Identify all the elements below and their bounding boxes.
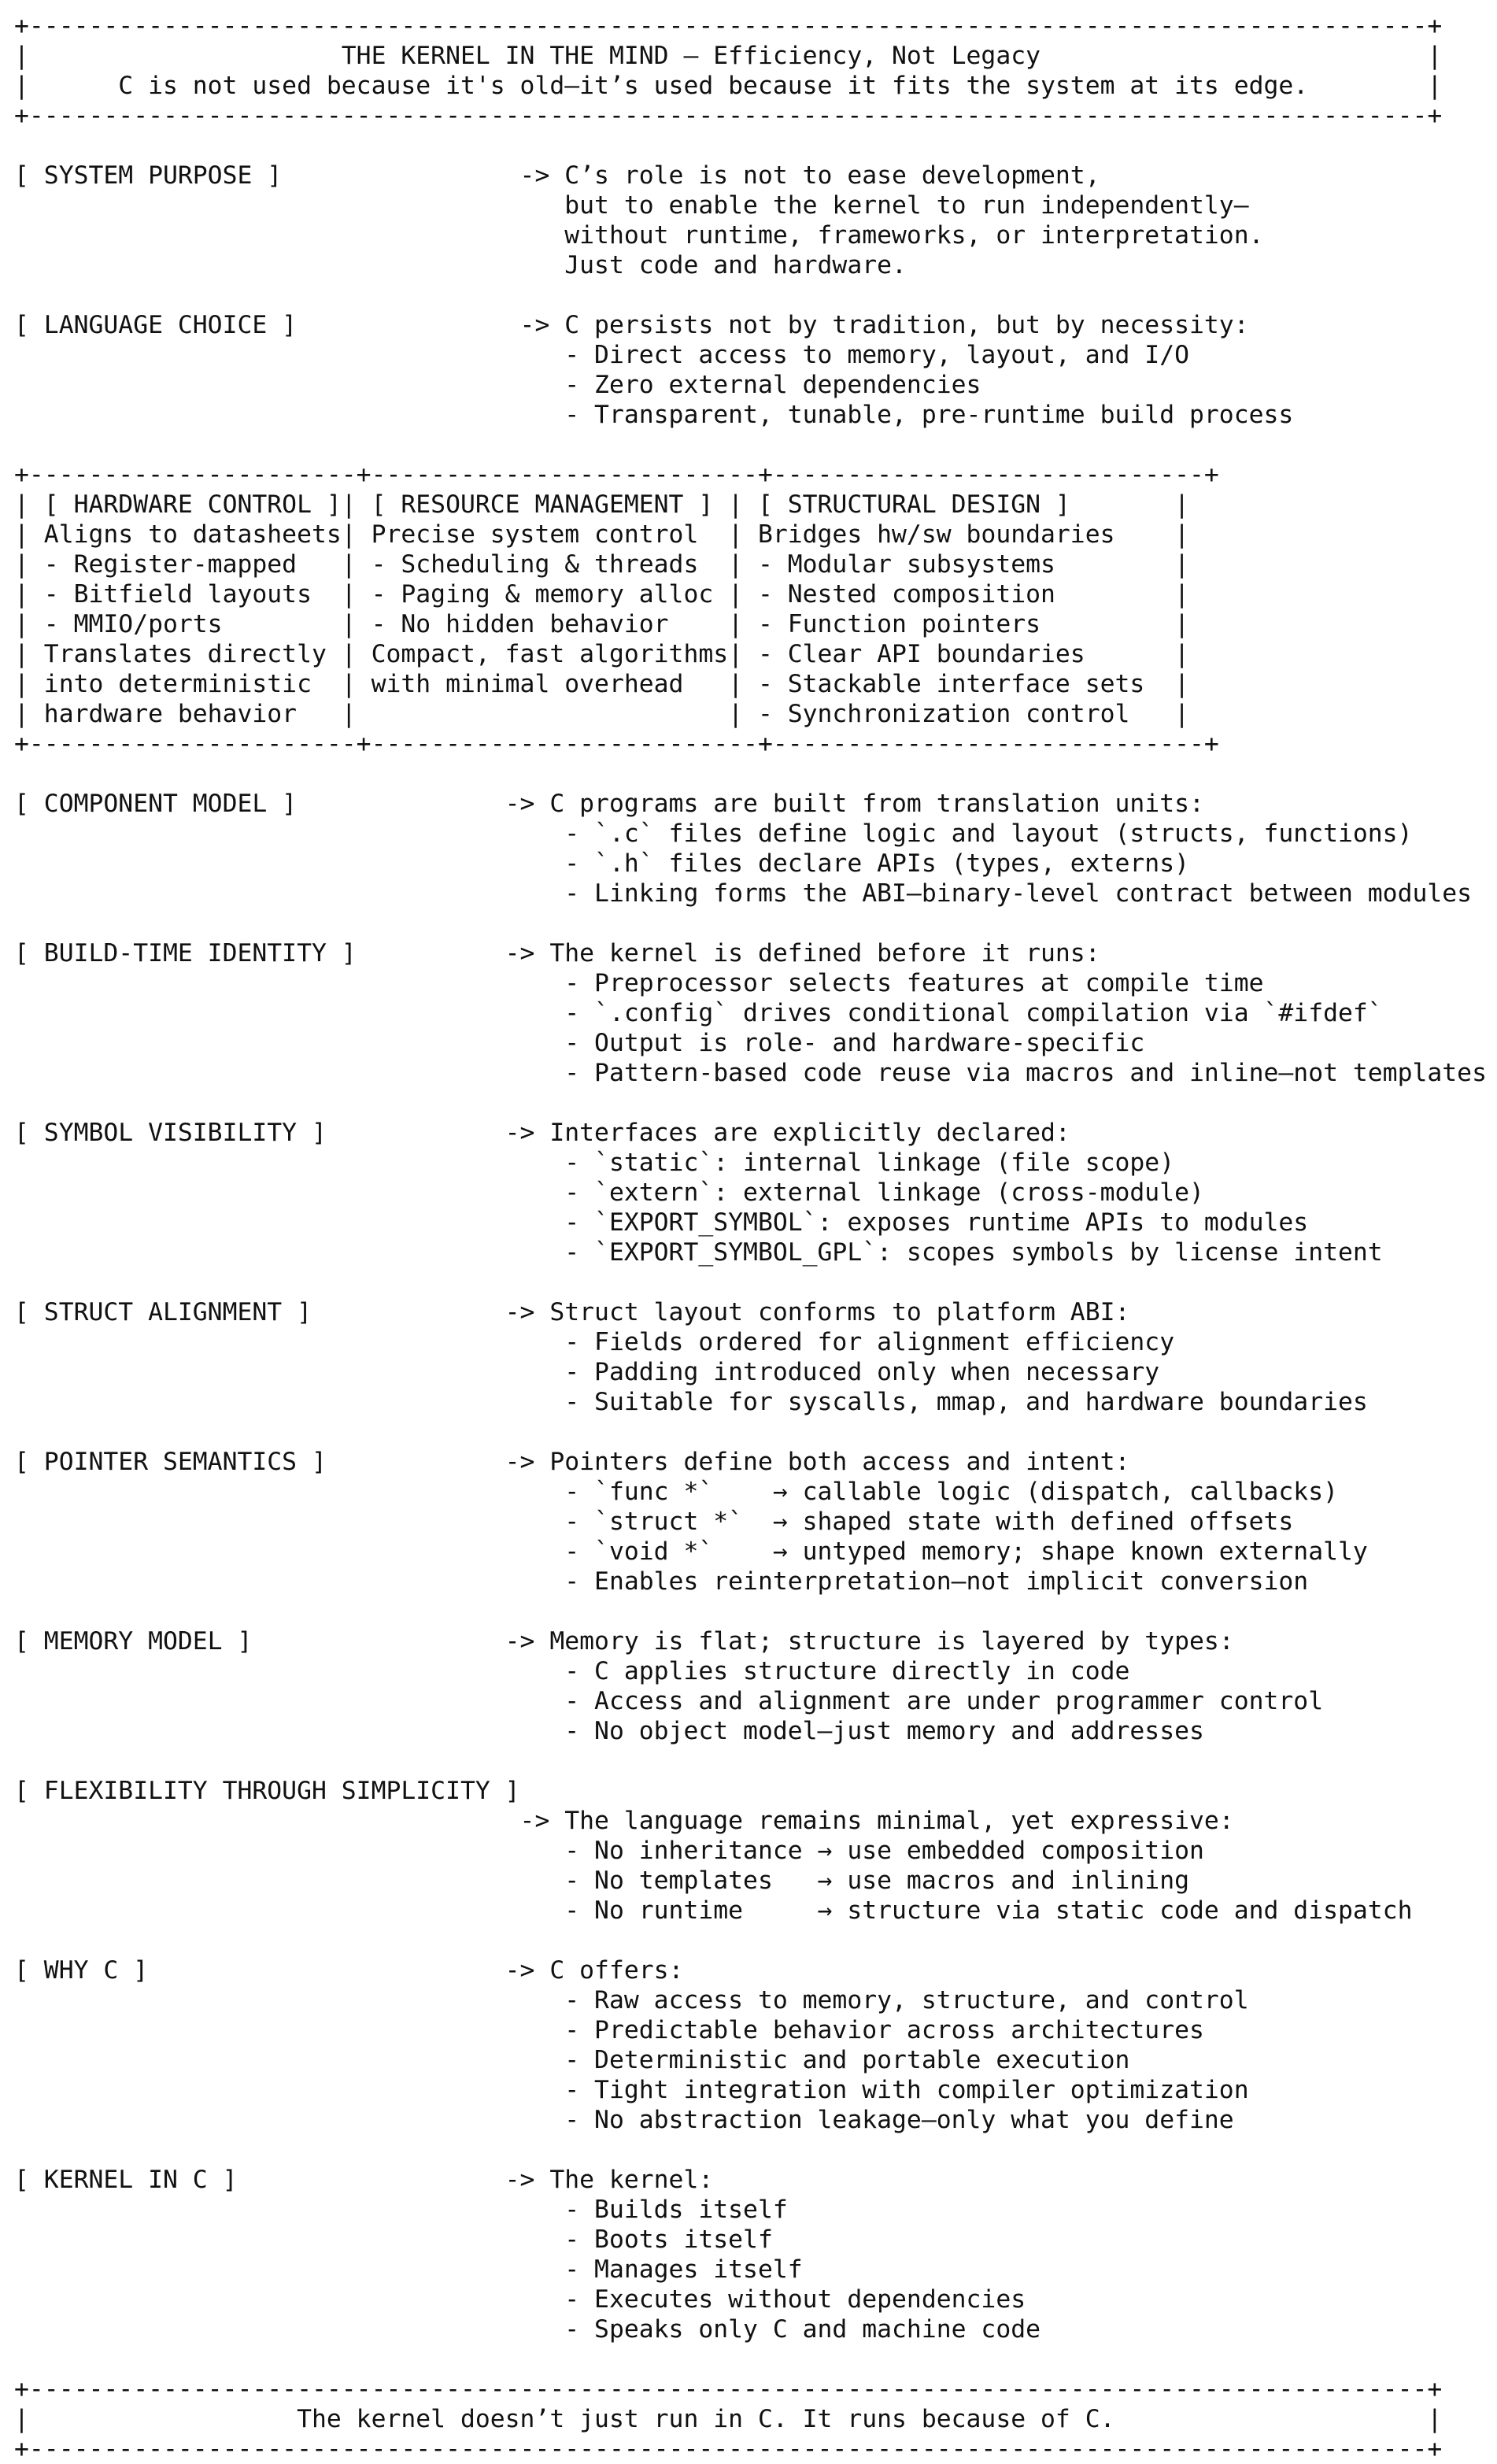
text-line: +----------------------------------------------------------------------------------------------+	[14, 2375, 1443, 2403]
text-line: +----------------------+--------------------------+-----------------------------+	[14, 730, 1219, 758]
text-line: - Tight integration with compiler optimization	[14, 2076, 1249, 2104]
text-line: - Boots itself	[14, 2225, 773, 2254]
text-line: | - MMIO/ports | - No hidden behavior | - Function pointers |	[14, 610, 1190, 638]
text-line: - Fields ordered for alignment efficiency	[14, 1328, 1175, 1356]
text-line: [ LANGUAGE CHOICE ] -> C persists not by tradition, but by necessity:	[14, 311, 1249, 339]
text-line: - Deterministic and portable execution	[14, 2046, 1130, 2074]
text-line: [ BUILD-TIME IDENTITY ] -> The kernel is defined before it runs:	[14, 939, 1100, 967]
text-line: - No inheritance → use embedded composition	[14, 1837, 1204, 1865]
text-line: - Builds itself	[14, 2196, 788, 2224]
text-line: - `struct *` → shaped state with defined offsets	[14, 1508, 1294, 1536]
text-line: [ KERNEL IN C ] -> The kernel:	[14, 2166, 714, 2194]
text-line: - Direct access to memory, layout, and I/O	[14, 341, 1190, 369]
text-line: - Pattern-based code reuse via macros and inline—not templates	[14, 1059, 1487, 1087]
text-line: - Preprocessor selects features at compile time	[14, 969, 1264, 997]
text-line: - `void *` → untyped memory; shape known externally	[14, 1537, 1368, 1566]
text-line: without runtime, frameworks, or interpretation.	[14, 221, 1264, 250]
text-line: - `extern`: external linkage (cross-module)	[14, 1178, 1204, 1207]
text-line: | - Register-mapped | - Scheduling & threads | - Modular subsystems |	[14, 550, 1190, 579]
text-line: [ STRUCT ALIGNMENT ] -> Struct layout conforms to platform ABI:	[14, 1298, 1130, 1326]
text-line: +----------------------------------------------------------------------------------------------+	[14, 2435, 1443, 2463]
text-line: +----------------------------------------------------------------------------------------------+	[14, 102, 1443, 130]
text-line: - No object model—just memory and addresses	[14, 1717, 1204, 1745]
text-line: [ MEMORY MODEL ] -> Memory is flat; structure is layered by types:	[14, 1627, 1234, 1656]
text-line: - Suitable for syscalls, mmap, and hardware boundaries	[14, 1388, 1368, 1416]
text-line: - Access and alignment are under programmer control	[14, 1687, 1324, 1715]
text-line: - Speaks only C and machine code	[14, 2315, 1041, 2344]
text-line: +----------------------+--------------------------+-----------------------------+	[14, 461, 1219, 489]
text-line: [ SYMBOL VISIBILITY ] -> Interfaces are explicitly declared:	[14, 1119, 1070, 1147]
text-line: - Predictable behavior across architectures	[14, 2016, 1204, 2044]
text-line: | C is not used because it's old—it’s used because it fits the system at its edge. |	[14, 72, 1443, 100]
text-line: | hardware behavior | | - Synchronization control |	[14, 700, 1190, 728]
text-line: - No runtime → structure via static code and dispatch	[14, 1896, 1413, 1925]
text-line: - Enables reinterpretation—not implicit conversion	[14, 1567, 1309, 1596]
text-line: - `.c` files define logic and layout (structs, functions)	[14, 819, 1413, 848]
text-line: -> The language remains minimal, yet expressive:	[14, 1807, 1234, 1835]
text-line: [ POINTER SEMANTICS ] -> Pointers define both access and intent:	[14, 1448, 1130, 1476]
text-line: - Zero external dependencies	[14, 371, 981, 399]
text-line: | - Bitfield layouts | - Paging & memory alloc | - Nested composition |	[14, 580, 1190, 609]
text-line: | Aligns to datasheets| Precise system control | Bridges hw/sw boundaries |	[14, 520, 1190, 549]
text-line: - `static`: internal linkage (file scope)	[14, 1149, 1175, 1177]
text-line: - No abstraction leakage—only what you define	[14, 2106, 1234, 2134]
text-line: | The kernel doesn’t just run in C. It runs because of C. |	[14, 2405, 1443, 2433]
text-line: - Output is role- and hardware-specific	[14, 1029, 1145, 1057]
text-line: - `func *` → callable logic (dispatch, callbacks)	[14, 1478, 1338, 1506]
text-line: - Linking forms the ABI—binary-level contract between modules	[14, 879, 1473, 908]
text-line: - Transparent, tunable, pre-runtime build process	[14, 401, 1294, 429]
text-line: - Raw access to memory, structure, and control	[14, 1986, 1249, 2014]
text-line: - `EXPORT_SYMBOL`: exposes runtime APIs to modules	[14, 1208, 1309, 1237]
text-line: - `EXPORT_SYMBOL_GPL`: scopes symbols by license intent	[14, 1238, 1383, 1267]
text-line: - `.h` files declare APIs (types, externs)	[14, 849, 1190, 878]
text-line: | [ HARDWARE CONTROL ]| [ RESOURCE MANAGEMENT ] | [ STRUCTURAL DESIGN ] |	[14, 490, 1190, 519]
text-line: | into deterministic | with minimal overhead | - Stackable interface sets |	[14, 670, 1190, 698]
text-line: [ WHY C ] -> C offers:	[14, 1956, 684, 1985]
text-line: - C applies structure directly in code	[14, 1657, 1130, 1685]
text-line: - `.config` drives conditional compilation via `#ifdef`	[14, 999, 1383, 1027]
text-line: | THE KERNEL IN THE MIND – Efficiency, Not Legacy |	[14, 42, 1443, 70]
text-line: Just code and hardware.	[14, 251, 907, 279]
text-line: - Manages itself	[14, 2255, 803, 2284]
text-line: | Translates directly | Compact, fast algorithms| - Clear API boundaries |	[14, 640, 1190, 668]
text-line: [ SYSTEM PURPOSE ] -> C’s role is not to ease development,	[14, 161, 1100, 190]
text-line: [ COMPONENT MODEL ] -> C programs are built from translation units:	[14, 790, 1204, 818]
text-line: - No templates → use macros and inlining	[14, 1866, 1190, 1895]
text-line: - Padding introduced only when necessary	[14, 1358, 1160, 1386]
text-line: +----------------------------------------------------------------------------------------------+	[14, 12, 1443, 40]
text-line: [ FLEXIBILITY THROUGH SIMPLICITY ]	[14, 1777, 520, 1805]
text-line: - Executes without dependencies	[14, 2285, 1026, 2314]
text-line: but to enable the kernel to run independently—	[14, 191, 1249, 220]
